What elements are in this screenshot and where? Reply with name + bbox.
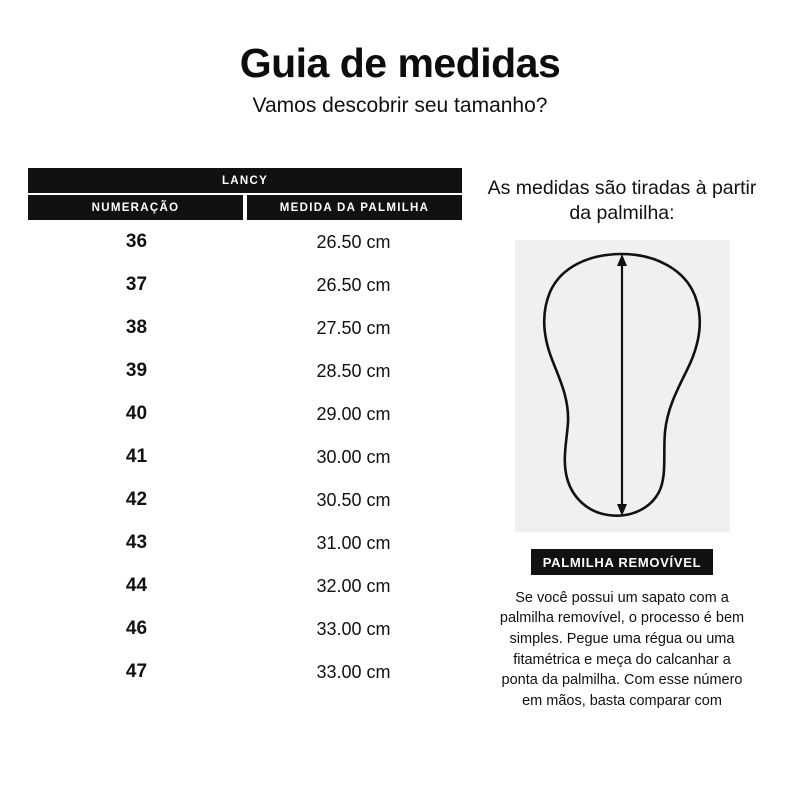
size-value: 46	[125, 618, 148, 639]
table-row	[28, 650, 462, 693]
size-table-body	[28, 220, 462, 693]
page-subtitle: Vamos descobrir seu tamanho?	[252, 94, 548, 118]
table-row	[28, 392, 462, 435]
table-row	[28, 521, 462, 564]
table-row	[28, 263, 462, 306]
measure-value: 29.00 cm	[316, 403, 391, 424]
brand-label: LANCY	[28, 168, 462, 194]
measure-value: 26.50 cm	[316, 274, 391, 295]
size-table-head	[28, 168, 462, 220]
content-area	[0, 168, 800, 711]
size-value: 43	[125, 532, 148, 553]
measure-value: 33.00 cm	[316, 618, 391, 639]
table-row	[28, 564, 462, 607]
page-title: Guia de medidas	[239, 40, 561, 86]
size-value: 44	[125, 575, 148, 596]
brand-row	[28, 168, 462, 194]
size-value: 40	[125, 403, 148, 424]
table-row	[28, 607, 462, 650]
column-header-row	[28, 194, 462, 220]
size-table-column	[0, 168, 462, 693]
measure-value: 30.50 cm	[316, 489, 391, 510]
size-value: 47	[125, 661, 148, 682]
column-header-size: NUMERAÇÃO	[28, 194, 245, 220]
page-header	[0, 0, 800, 118]
table-row	[28, 306, 462, 349]
size-value: 42	[125, 489, 148, 510]
insole-illustration	[515, 240, 730, 532]
table-row	[28, 435, 462, 478]
insole-outline-icon	[515, 240, 730, 532]
size-value: 36	[125, 231, 148, 252]
removable-insole-badge: PALMILHA REMOVÍVEL	[531, 549, 714, 575]
size-value: 38	[125, 317, 148, 338]
size-table	[28, 168, 462, 693]
column-header-measure: MEDIDA DA PALMILHA	[245, 194, 462, 220]
measure-value: 32.00 cm	[316, 575, 391, 596]
measure-value: 28.50 cm	[316, 360, 391, 381]
size-value: 37	[125, 274, 148, 295]
measure-value: 30.00 cm	[316, 446, 391, 467]
measure-value: 31.00 cm	[316, 532, 391, 553]
measure-value: 26.50 cm	[316, 231, 391, 252]
size-value: 39	[125, 360, 148, 381]
insole-info-column	[462, 168, 800, 711]
insole-instructions: Se você possui um sapato com a palmilha removível, o processo é bem simples. Pegue uma régua ou uma fitamétrica e meça do calcanhar a ponta da palmilha. Com esse número em mãos, basta comparar com	[499, 589, 745, 709]
table-row	[28, 220, 462, 263]
table-row	[28, 349, 462, 392]
insole-heading: As medidas são tiradas à partir da palmilha:	[487, 177, 757, 224]
measure-value: 33.00 cm	[316, 661, 391, 682]
size-value: 41	[125, 446, 148, 467]
table-row	[28, 478, 462, 521]
measure-value: 27.50 cm	[316, 317, 391, 338]
